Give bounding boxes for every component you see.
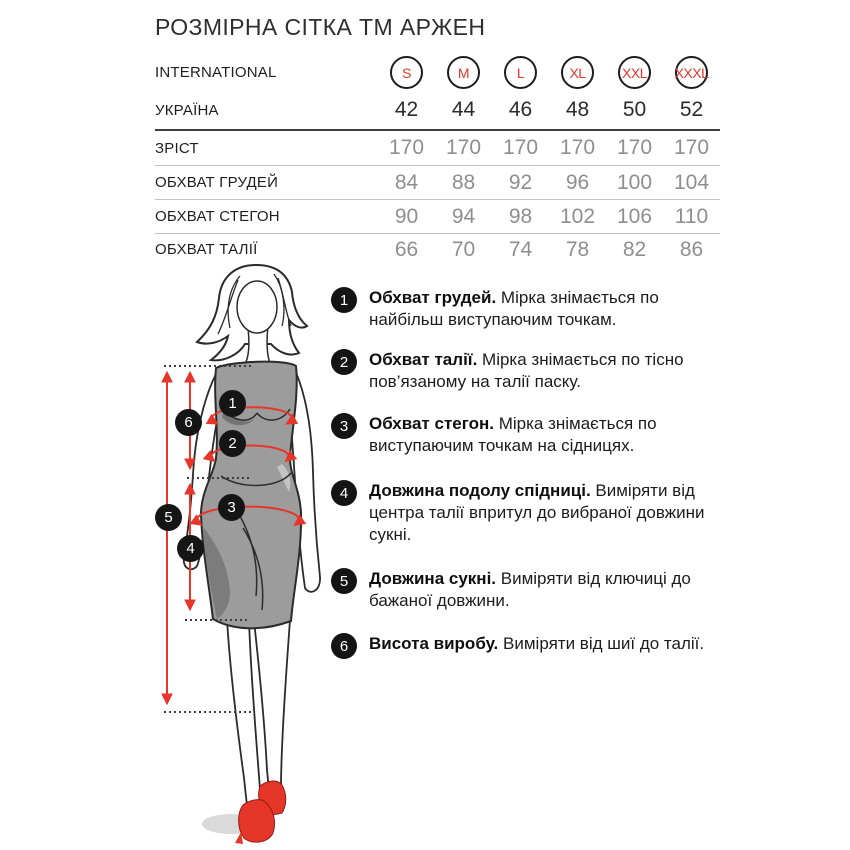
cell-value: 170 <box>616 136 653 159</box>
figure-marker-waist: 2 <box>219 430 246 457</box>
cell-value: 94 <box>451 204 476 228</box>
legend-desc: Виміряти від шиї до талії. <box>503 634 705 653</box>
figure-marker-dress-length: 5 <box>155 504 182 531</box>
table-row-hips <box>155 199 720 233</box>
row-label-hips: ОБХВАТ СТЕГОН <box>155 208 280 225</box>
cell-value: 66 <box>394 237 419 261</box>
ua-size: 44 <box>451 98 476 121</box>
legend-item-dress-length <box>331 568 736 612</box>
face <box>237 281 277 333</box>
legend-item-bodice-height <box>331 633 736 659</box>
legend-number-badge: 2 <box>331 349 357 375</box>
ua-size: 46 <box>508 98 533 121</box>
legend-desc: Мірка знімається по виступаючим точкам на сідницях. <box>369 414 657 455</box>
table-row-international <box>155 54 720 91</box>
front-shoe <box>239 800 275 843</box>
cell-value: 170 <box>559 136 596 159</box>
figure-marker-skirt-length: 4 <box>177 535 204 562</box>
size-table <box>155 54 720 265</box>
cell-value: 70 <box>451 237 476 261</box>
figure-marker-bust: 1 <box>219 390 246 417</box>
table-row-waist <box>155 233 720 265</box>
cell-value: 106 <box>616 204 653 228</box>
cell-value: 90 <box>394 204 419 228</box>
legend-desc: Мірка знімається по тісно пов’язаному на талії паску. <box>369 350 684 391</box>
row-label-waist: ОБХВАТ ТАЛІЇ <box>155 241 258 258</box>
legend-number-badge: 5 <box>331 568 357 594</box>
cell-value: 82 <box>622 237 647 261</box>
back-leg <box>254 620 290 791</box>
row-label-bust: ОБХВАТ ГРУДЕЙ <box>155 174 279 191</box>
ua-size: 52 <box>679 98 704 121</box>
ua-size: 48 <box>565 98 590 121</box>
cell-value: 104 <box>673 170 710 194</box>
cell-value: 102 <box>559 204 596 228</box>
row-label-ukraine: УКРАЇНА <box>155 101 219 119</box>
ua-size: 50 <box>622 98 647 121</box>
cell-value: 74 <box>508 237 533 261</box>
size-circle-xl: XL <box>561 56 594 89</box>
size-circle-xxxl: XXXL <box>675 56 708 89</box>
cell-value: 170 <box>673 136 710 159</box>
legend-term: Довжина подолу спідниці. <box>369 481 591 500</box>
legend-number-badge: 1 <box>331 287 357 313</box>
size-circle-s: S <box>390 56 423 89</box>
row-label-height: ЗРІСТ <box>155 139 199 157</box>
measurement-figure <box>140 262 340 847</box>
size-circle-m: M <box>447 56 480 89</box>
cell-value: 110 <box>674 204 709 228</box>
legend-term: Висота виробу. <box>369 634 499 653</box>
legend-desc: Мірка знімається по найбільш виступаючим точкам. <box>369 288 659 329</box>
legend-number-badge: 4 <box>331 480 357 506</box>
legend-number-badge: 3 <box>331 413 357 439</box>
ua-size: 42 <box>394 98 419 121</box>
legend-term: Обхват грудей. <box>369 288 497 307</box>
legend-item-bust <box>331 287 736 331</box>
legend-item-waist <box>331 349 736 393</box>
table-row-ukraine <box>155 91 720 129</box>
cell-value: 170 <box>388 136 425 159</box>
legend-term: Довжина сукні. <box>369 569 497 588</box>
figure-illustration <box>140 262 340 847</box>
cell-value: 84 <box>394 170 419 194</box>
cell-value: 170 <box>445 136 482 159</box>
legend-term: Обхват стегон. <box>369 414 494 433</box>
legend-desc: Виміряти від ключиці до бажаної довжини. <box>369 569 691 610</box>
legend-number-badge: 6 <box>331 633 357 659</box>
cell-value: 92 <box>508 170 533 194</box>
figure-marker-bodice-height: 6 <box>175 409 202 436</box>
legend-item-hips <box>331 413 736 457</box>
cell-value: 86 <box>679 237 704 261</box>
cell-value: 170 <box>502 136 539 159</box>
page-title: РОЗМІРНА СІТКА ТМ АРЖЕН <box>155 14 486 40</box>
legend-item-skirt-length <box>331 480 736 546</box>
legend-term: Обхват талії. <box>369 350 478 369</box>
row-label-international: INTERNATIONAL <box>155 64 277 81</box>
legend-desc: Виміряти від центра талії впритул до вибраної довжини сукні. <box>369 481 705 544</box>
cell-value: 100 <box>616 170 653 194</box>
figure-marker-hips: 3 <box>218 494 245 521</box>
cell-value: 98 <box>508 204 533 228</box>
table-row-bust <box>155 165 720 199</box>
table-row-height <box>155 129 720 165</box>
cell-value: 88 <box>451 170 476 194</box>
cell-value: 96 <box>565 170 590 194</box>
size-circle-xxl: XXL <box>618 56 651 89</box>
cell-value: 78 <box>565 237 590 261</box>
size-circle-l: L <box>504 56 537 89</box>
